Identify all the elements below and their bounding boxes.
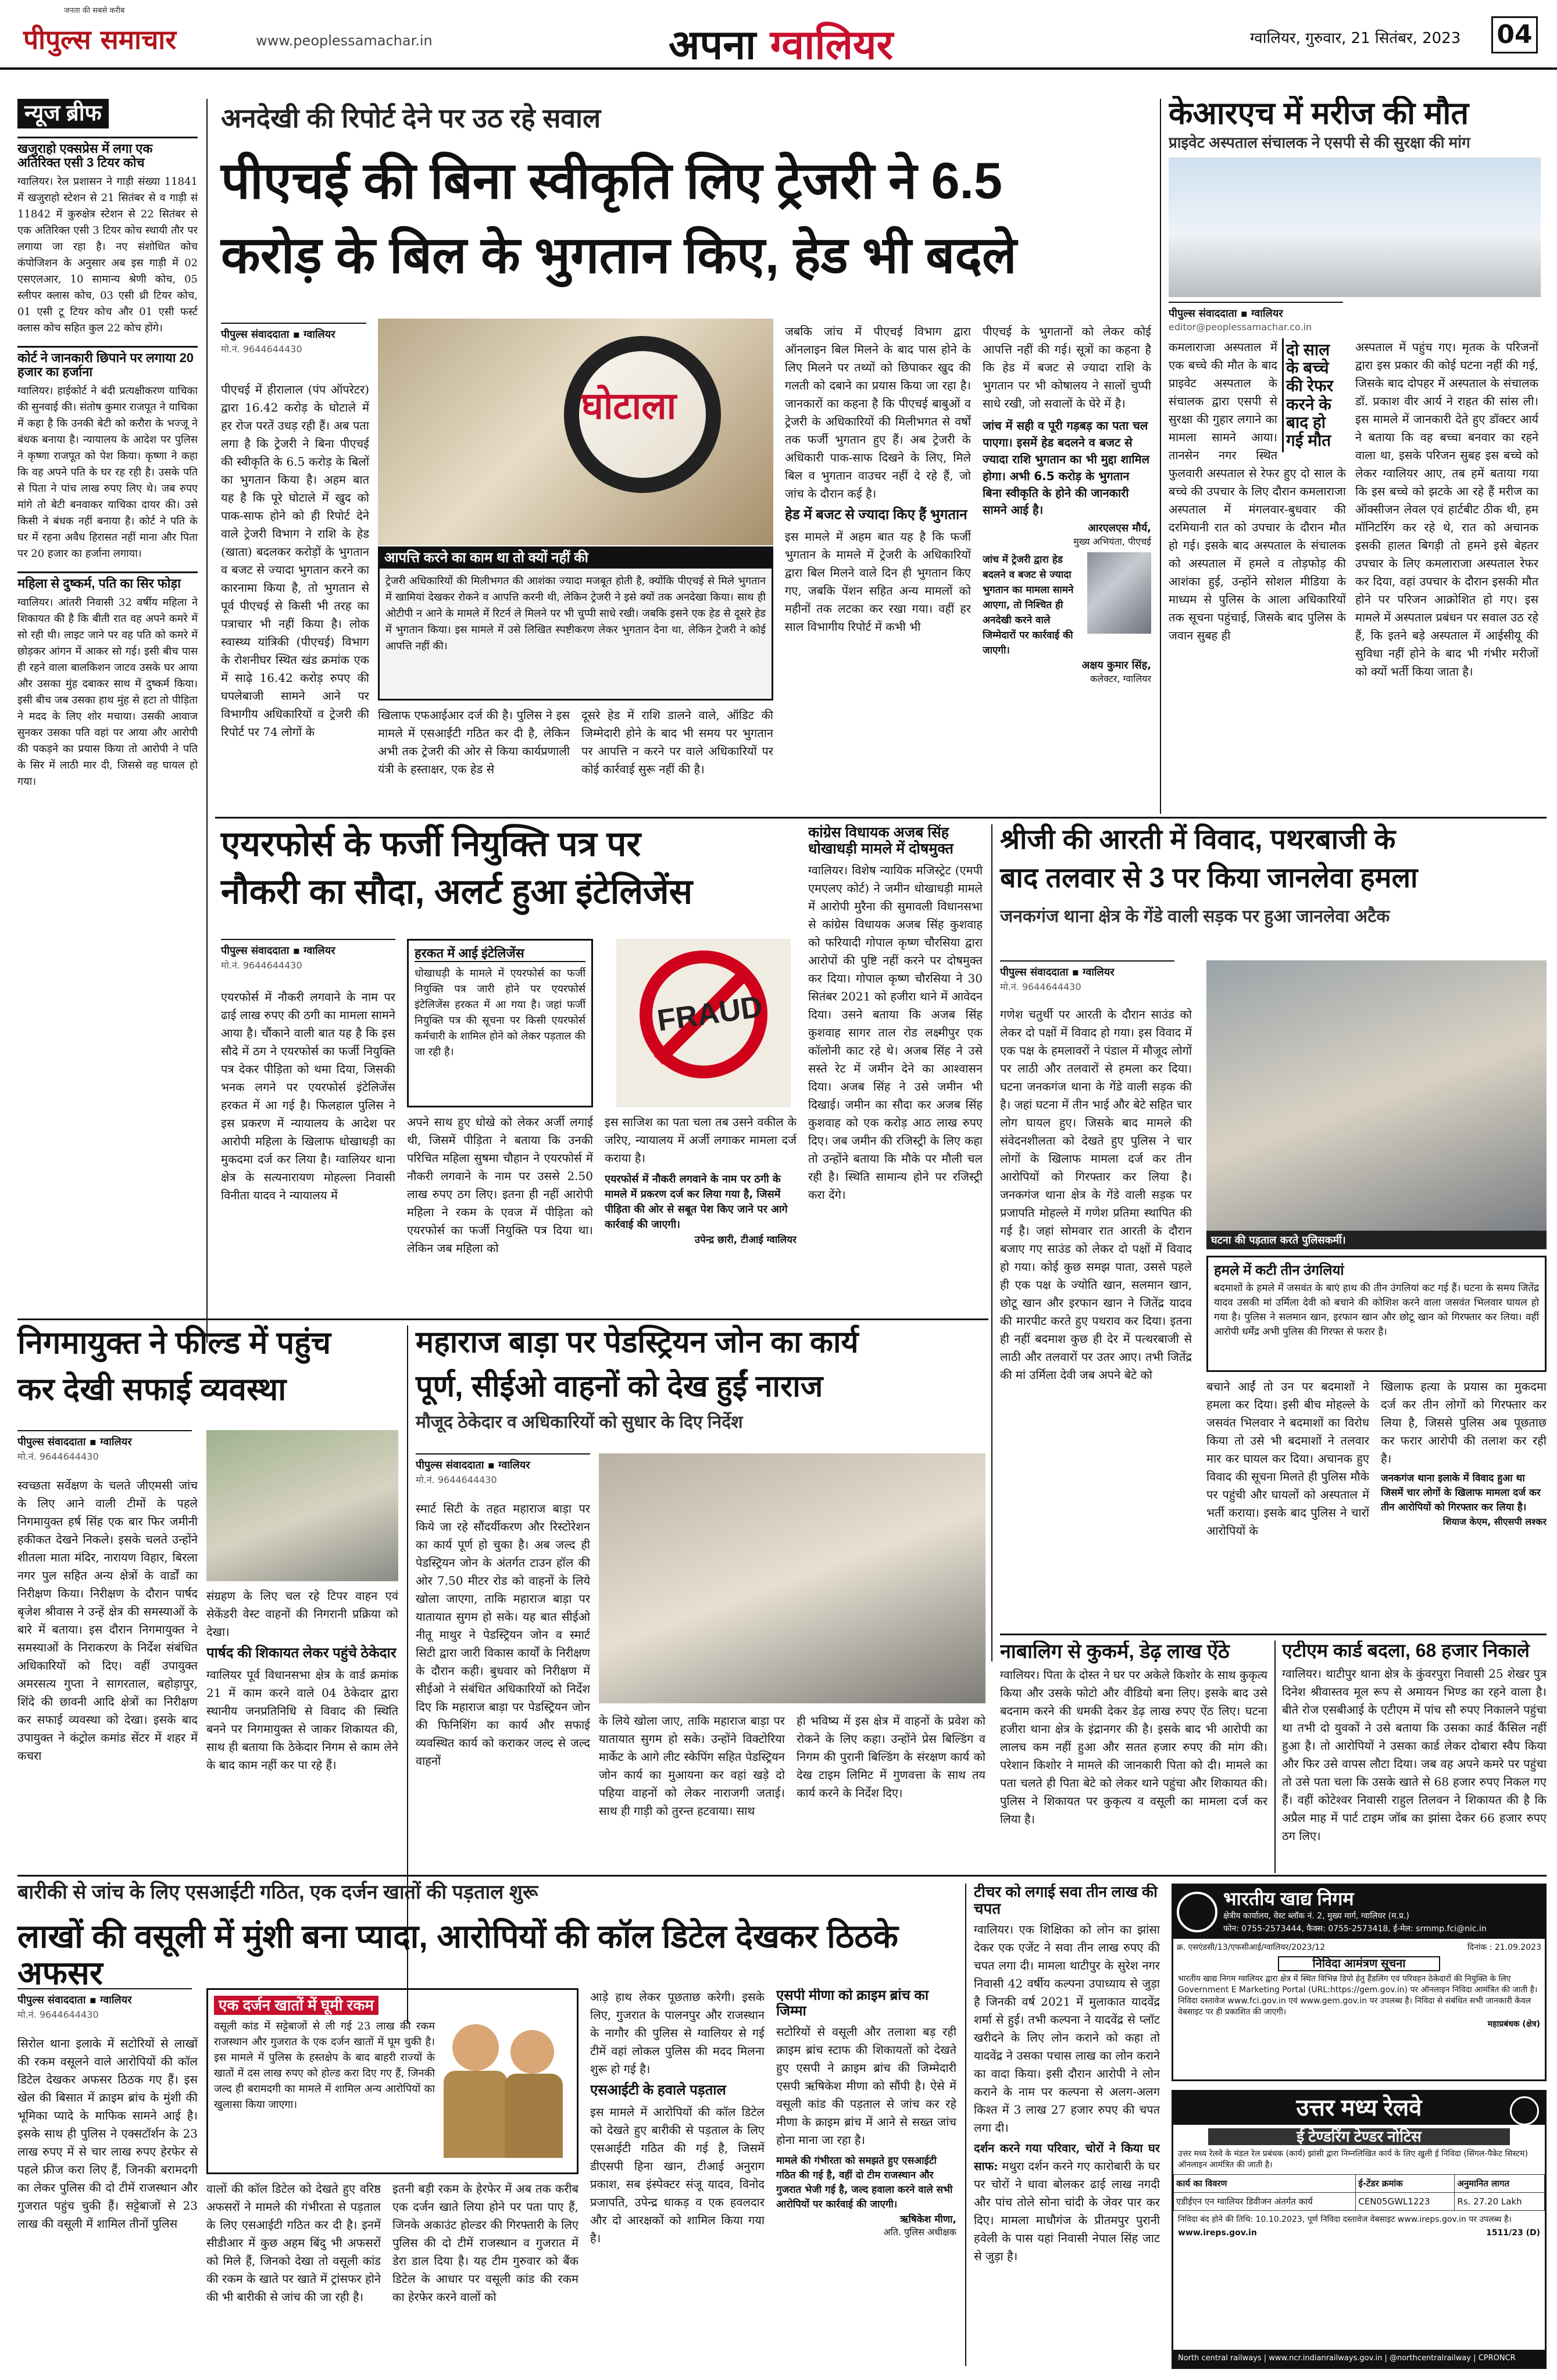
nigam-subhead: पार्षद की शिकायत लेकर पहुंचे ठेकेदार [206, 1645, 397, 1661]
maharaj-subheadline: मौजूद ठेकेदार व अधिकारियों को सुधार के दिए निर्देश [416, 1413, 743, 1432]
krh-subheadline: प्राइवेट अस्पताल संचालक ने एसपी से की सुरक्षा की मांग [1169, 134, 1470, 152]
airforce-inset-text: धोखाधड़ी के मामले में एयरफोर्स का फर्जी नियुक्ति पत्र जारी होने पर एयरफोर्स इंटेलिजेंस हरकत में आ गया है। जहां फर्जी नियुक्ति पत्र की सूचना पर किसी एयरफोर्स कर्मचारी के शामिल होने को लेकर पड़ताल की जा रही है। [415, 967, 585, 1058]
website-url[interactable]: www.peoplessamachar.in [256, 33, 433, 49]
nabalig-text: ग्वालियर। पिता के दोस्त ने घर पर अकेले किशोर के साथ कुकृत्य किया और उसके फोटो और वीडियो बना लिए। इसके बाद उसे बदनाम करने की धमकी देकर डेढ़ लाख रुपए ऐंठ लिए। घटना हजीरा थाना क्षेत्र के इंद्रानगर की है। इसके बाद भी आरोपी का लालच कम नहीं हुआ और सतत हजार रुपए की मांग की। परेशान किशोर ने मामले की जानकारी पिता को दी। मामले का पता चलते ही पिता बेटे को लेकर थाने पहुंचा और शिकायत की। पुलिस ने शिकायत पर कुकृत्य व वसूली का मामला दर्ज कर लिया है। [1000, 1668, 1267, 1827]
ceo-inspection-photo [599, 1453, 985, 1703]
brand-logo: जनता की सबसे करीब पीपुल्स समाचार [23, 21, 176, 57]
quote-official-2: जांच में ट्रेजरी द्वारा हेड बदलने व बजट से ज्यादा भुगतान का मामला सामने आएगा, तो निश्चित ही अनदेखी करने वाले जिम्मेदारों पर कार्रवाई की जाएगी। [983, 554, 1074, 656]
krh-email[interactable]: editor@peoplessamachar.co.in [1169, 321, 1312, 333]
teacher-headline: टीचर को लगाई सवा तीन लाख की चपत [974, 1884, 1158, 1918]
nigam-byline: पीपुल्स संवाददाता ▪ ग्वालियर मो.नं. 9644644430 [17, 1430, 192, 1463]
airforce-headline-line1: एयरफोर्स के फर्जी नियुक्ति पत्र पर [221, 824, 641, 863]
congress-story [808, 824, 983, 1313]
police-investigation-photo [1206, 960, 1547, 1231]
brief-1-headline: खजुराहो एक्सप्रेस में लगा एक अतिरिक्त एसी 3 टियर कोच [17, 137, 198, 170]
section-divider [17, 1318, 988, 1320]
nigam-col-1: स्वच्छता सर्वेक्षण के चलते जीएमसी जांच के लिए आने वाली टीमों के पहले निगमायुक्त हर्ष सिंह एक बार फिर जमीनी हकीकत देखने निकले। इसके चलते उन्होंने शीतला माता मंदिर, नारायण विहार, बिरला नगर पुल सहित अन्य क्षेत्रों के वार्डों का निरीक्षण किया। निरीक्षण के दौरान पार्षद बृजेश श्रीवास ने उन्हें क्षेत्र की समस्याओं के बारे में बताया। इस दौरान निगमायुक्त ने समस्याओं के निराकरण के निर्देश संबंधित अधिकारियों को दिए। वहीं उपायुक्त अमरसत्य गुप्ता ने सागरताल, बहोड़ापुर, शिंदे की छावनी आदि क्षेत्रों का निरीक्षण कर सफाई व्यवस्था को देखा। इसके बाद उपायुक्त ने कंट्रोल कमांड सेंटर में शहर में कचरा [17, 1478, 198, 1763]
fci-date: दिनांक : 21.09.2023 [1467, 1942, 1541, 1952]
airforce-col-1: एयरफोर्स में नौकरी लगवाने के नाम पर ढाई लाख रुपए की ठगी का मामला सामने आया है। चौंकाने वाली बात यह है कि इस सौदे में ठग ने एयरफोर्स का फर्जी नियुक्ति पत्र देकर पीड़िता को थमा दिया, जिसकी भनक लगने पर एयरफोर्स इंटेलिजेंस हरकत में आ गई है। फिलहाल पुलिस ने इस प्रकरण में न्यायालय के आदेश पर आरोपी महिला के खिलाफ धोखाधड़ी का मुकदमा दर्ज कर लिया है। ग्वालियर थाना क्षेत्र के सत्यनारायण मोहल्ला निवासी विनीता यादव ने न्यायालय में [221, 990, 395, 1202]
shriji-headline-line2: बाद तलवार से 3 पर किया जानलेवा हमला [1000, 863, 1418, 894]
nigam-headline-line1: निगमायुक्त ने फील्ड में पहुंच [17, 1325, 331, 1360]
congress-text: ग्वालियर। विशेष न्यायिक मजिस्ट्रेट (एमपी एमएलए कोर्ट) ने जमीन धोखाधड़ी मामले में आरोपी मुरैना की सुमावली विधानसभा से कांग्रेस विधायक अजब सिंह कुशवाह को फरियादी गोपाल कृष्ण चौरसिया द्वारा आरोपों की पुष्टि नहीं करने पर दोषमुक्त कर दिया। गोपाल कृष्ण चौरसिया ने 30 सितंबर 2021 को हजीरा थाने में आवेदन दिया। उसने बताया कि अजब सिंह कुशवाह सागर ताल रोड लक्ष्मीपुर एक कॉलोनी काट रहे थे। अजब सिंह ने उसे सस्ते रेट में जमीन देने का आश्वासन दिया। अजब सिंह ने उसे जमीन भी दिखाई। जमीन का सौदा कर अजब सिंह कुशवाह को एक करोड़ आठ लाख रुपए दिए। जब जमीन की रजिस्ट्री के लिए कहा तो उन्होंने बताया कि मौके पर मौली चल रही है। स्थिति सामान्य होने पर रजिस्ट्री करा देंगे। [808, 863, 983, 1202]
news-brief-title: न्यूज ब्रीफ [17, 99, 109, 128]
nigam-col-2: संग्रहण के लिए चल रहे टिपर वाहन एवं सेकेंडरी वेस्ट वाहनों की निगरानी प्रक्रिया को देखा। पार्षद की शिकायत लेकर पहुंचे ठेकेदार ग्वालियर पूर्व विधानसभा क्षेत्र के वार्ड क्रमांक 21 में काम करने वाले 04 ठेकेदार द्वारा स्थानीय जनप्रतिनिधि से विवाद की स्थिति बनने पर निगमायुक्त से जाकर शिकायत की, साथ ही बताया कि ठेकेदार निगम से काम लेने के बाद काम नहीं कर पा रहे हैं। [206, 1589, 398, 1772]
sit-inset-title: एक दर्जन खातों में घूमी रकम [214, 1996, 378, 2015]
congress-headline: कांग्रेस विधायक अजब सिंह धोखाधड़ी मामले में दोषमुक्त [808, 824, 954, 857]
airforce-col-2: अपने साथ हुए धोखे को लेकर अर्जी लगाई थी, जिसमें पीड़िता ने बताया कि उनकी परिचित महिला सुषमा चौहान ने एयरफोर्स में नौकरी लगवाने के नाम पर उससे 2.50 लाख रुपए ठग लिए। इतना ही नहीं आरोपी महिला ने रकम के एवज में पीड़िता को एयरफोर्स का फर्जी नियुक्ति पत्र दिया था। लेकिन जब महिला को [407, 1115, 593, 1255]
lead-col-2: खिलाफ एफआईआर दर्ज की है। पुलिस ने इस मामले में एसआईटी गठित कर दी है, लेकिन अभी तक ट्रेजरी की ओर से किया कार्यप्रणाली यंत्री के हस्ताक्षर, एक हेड से [378, 708, 570, 776]
shriji-quote: जनकगंज थाना इलाके में विवाद हुआ था जिसमें चार लोगों के खिलाफ मामला दर्ज कर तीन आरोपियों को गिरफ्तार कर लिया है। [1381, 1473, 1541, 1513]
lead-byline: पीपुल्स संवाददाता ▪ ग्वालियर मो.नं. 9644644430 [221, 323, 366, 355]
fci-notice-body: भारतीय खाद्य निगम ग्वालियर द्वारा क्षेत्र में स्थित विभिन्न डिपो हेतु हैंडलिंग एवं परिवहन ठेकेदारों की नियुक्ति के लिए Government E Marketing Portal (URL:https://gem.gov.in) पर ऑनलाइन निविदा आमंत्रित की जाती है। निविदा दस्तावेज www.fci.gov.in एवं www.gem.gov.in पर उपलब्ध है। निविदा से संबंधित सभी जानकारी केवल वेबसाइट पर ही प्रकाशित की जाएगी। [1178, 1974, 1538, 2017]
nabalig-headline: नाबालिग से कुकर्म, डेढ़ लाख ऐंठे [1000, 1641, 1230, 1663]
sit-subhead: एसआईटी के हवाले पड़ताल [590, 2082, 726, 2098]
page-number: 04 [1491, 16, 1538, 53]
lead-col-1: पीएचई में हीरालाल (पंप ऑपरेटर) द्वारा 16.42 करोड़ के घोटाले में हर रोज परतें उधड़ रही हैं। अब पता लगा है कि ट्रेजरी ने बिना पीएचई की स्वीकृति के 6.5 करोड़ के बिलों का भुगतान किया है। अहम बात यह है कि पूरे घोटाले में खुद को पाक-साफ होने को ही रिपोर्ट देने वाले ट्रेजरी विभाग ने राशि के हेड (खाता) बदलकर करोड़ों के भुगतान व बजट से ज्यादा भुगतान करने का कारनामा किया है, तो भुगतान से पूर्व पीएचई से किसी भी तरह का पत्राचार भी नहीं किया है। लोक स्वास्थ्य यांत्रिकी (पीएचई) विभाग के रोशनीघर स्थित खंड क्रमांक एक में साढ़े 16.42 करोड़ रुपए की घपलेबाजी सामने आने पर विभागीय अधिकारियों व ट्रेजरी की रिपोर्ट पर 74 लोगों के [221, 383, 369, 739]
lead-kicker: अनदेखी की रिपोर्ट देने पर उठ रहे सवाल [221, 103, 601, 133]
railway-tender-ad [1172, 2090, 1547, 2369]
lead-inset-text: ट्रेजरी अधिकारियों की मिलीभगत की आशंका ज्यादा मजबूत होती है, क्योंकि पीएचई से मिले भुगतान में खामियां देखकर रोकने व आपत्ति करनी थी, लेकिन ट्रेजरी ने इसे क्यों तक अनदेखा किया। साथ ही ओटीपी न आने के मामले में रिटर्न ले मिलने पर भी चुप्पी साधे रखी। जबकि इसने एक हेड से दूसरे हेड में भुगतान किया। इस मामले में उसे लिखित स्पष्टीकरण लेकर भुगतान देना था, लेकिन ट्रेजरी ने कोई आपत्ति नहीं की। [385, 574, 766, 652]
lead-col-5: पीएचई के भुगतानों को लेकर कोई आपत्ति नहीं की गई। सूत्रों का कहना है कि हेड में बजट से ज्यादा राशि के भुगतान पर भी कोषालय ने सालों चुप्पी साधे रखी, जो सवालों के घेरे में है। जांच में सही व पूरी गड़बड़ का पता चल पाएगा। इसमें हेड बदलने व बजट से ज्यादा राशि भुगतान का भी मुद्दा शामिल होगा। अभी 6.5 करोड़ के भुगतान बिना स्वीकृति के होने की जानकारी सामने आई है। आरएलएस मौर्य, मुख्य अभियंता, पीएचई जांच में ट्रेजरी द्वारा हेड बदलने व बजट से ज्यादा भुगतान का मामला सामने आएगा, तो निश्चित ही अनदेखी करने वाले जिम्मेदारों पर कार्रवाई की जाएगी। अक्षय कुमार सिंह, कलेक्टर, ग्वालियर [983, 324, 1151, 684]
krh-headline: केआरएच में मरीज की मौत [1169, 96, 1469, 131]
sit-col-1: सिरोल थाना इलाके में सटोरियों से लाखों की रकम वसूलने वाले आरोपियों की कॉल डिटेल देखकर अफसर ठिठक गए हैं। इस खेल की बिसात में क्राइम ब्रांच के मुंशी की भूमिका प्यादे के माफिक सामने आई है। इसके साथ ही पुलिस ने एक्सटॉर्शन के 23 लाख रुपए में से चार लाख रुपए हेरफेर से पहले फ्रीज करा लिए हैं, जिनकी बरामदगी का लेकर पुलिस की दो टीमें राजस्थान और गुजरात पहुंच चुकी हैं। सट्टेबाजों से 23 लाख की वसूली में शामिल तीनों पुलिस [17, 2036, 198, 2231]
maharaj-col-3: ही भविष्य में इस क्षेत्र में वाहनों के प्रवेश को रोकने के लिए कहा। उन्होंने प्रेस बिल्डिंग व निगम की पुरानी बिल्डिंग के संरक्षण कार्य को देख टाइम लिमिट में गुणवत्ता के साथ तय कार्य करने के निर्देश दिए। [797, 1714, 985, 1800]
sit-byline: पीपुल्स संवाददाता ▪ ग्वालियर मो.नं. 9644644430 [17, 1988, 192, 2021]
brief-3-text: ग्वालियर। आंतरी निवासी 32 वर्षीय महिला ने शिकायत की है कि बीती रात वह अपने कमरे में सो रही थी। लाइट जाने पर वह पति को कमरे में छोड़कर आंगन में आकर सो गई। इसी बीच पास ही रहने वाला बालकिशन जाटव उसके घर आया और उसका मुंह दबाकर साथ में दुष्कर्म किया। इसी बीच जब उसका हाथ मुंह से हटा तो पीड़िता ने मदद के लिए शोर मचाया। उसकी आवाज सुनकर उसका पति वहां पर आया और आरोपी की पकड़ने का प्रयास किया तो आरोपी ने पति के सिर में लाठी मार दी, जिससे वह घायल हो गया। [17, 596, 198, 788]
issue-date: ग्वालियर, गुरुवार, 21 सितंबर, 2023 [1250, 30, 1461, 47]
hospital-photo [1169, 158, 1541, 297]
section-divider [1000, 1634, 1547, 1635]
atm-headline: एटीएम कार्ड बदला, 68 हजार निकाले [1282, 1641, 1530, 1661]
lead-headline-line1: पीएचई की बिना स्वीकृति लिए ट्रेजरी ने 6.5 [221, 152, 1002, 209]
shriji-inset-title: हमले में कटी तीन उंगलियां [1214, 1263, 1344, 1278]
brief-3-headline: महिला से दुष्कर्म, पति का सिर फोड़ा [17, 571, 198, 591]
column-divider [1160, 99, 1161, 814]
news-brief-column [17, 99, 198, 1291]
column-divider [1274, 1641, 1276, 1873]
quote-2-designation: कलेक्टर, ग्वालियर [1090, 673, 1151, 684]
scam-illustration [378, 319, 773, 545]
column-divider [206, 99, 208, 1343]
photo-caption: घटना की पड़ताल करते पुलिसकर्मी। [1206, 1231, 1547, 1249]
railway-title: उत्तर मध्य रेलवे [1296, 2095, 1422, 2121]
brief-2-text: ग्वालियर। हाईकोर्ट ने बंदी प्रत्यक्षीकरण याचिका की सुनवाई की। संतोष कुमार राजपूत ने याचिका में कहा है कि उनकी बेटी को करौरा के भज्जू ने बंधक बनाया है। न्यायालय के आदेश पर पुलिस ने कृष्णा राजपूत को पेश किया। कृष्णा ने कहा कि वह अपने पति के घर रह रही है। उसके पति से पिता ने पांच लाख रुपए लिए थे। जब रुपए मांगे तो बेटी बनवाकर याचिका दायर की। उसे किसी ने बंधक नहीं बनाया है। कोर्ट ने पति के घर में रहना अवैध हिरासत नहीं माना और पिता पर 20 हजार का हर्जाना लगाया। [17, 385, 198, 560]
maharaj-col-2: के लिये खोला जाए, ताकि महाराज बाड़ा पर यातायात सुगम हो सके। उन्होंने विक्टोरिया मार्केट के आगे लीट स्केपिंग सहित पेडस्ट्रियन जोन कार्य का मुआयना कर वहां खड़े दो पहिया वाहनों को लेकर नाराजगी जताई। साथ ही गाड़ी को तुरन्त हटवाया। साथ [599, 1714, 785, 1818]
sit-quote-designation: अति. पुलिस अधीक्षक [883, 2226, 956, 2238]
railway-subtitle: ई टेण्डरिंग टेण्डर नोटिस [1208, 2128, 1510, 2145]
railway-footer-text: निविदा बंद होने की तिथि: 10.10.2023, पूर्ण निविदा दस्तावेज वेबसाइट www.ireps.gov.in पर उपलब्ध है। [1178, 2214, 1512, 2224]
krh-side-head: दो साल के बच्चे की रेफर करने के बाद हो गई मौत [1282, 338, 1346, 452]
nigam-headline-line2: कर देखी सफाई व्यवस्था [17, 1372, 287, 1407]
sit-inset-text: वसूली कांड में सट्टेबाजों से ली गई 23 लाख की रकम राजस्थान और गुजरात के एक दर्जन खातों में घूम चुकी है। इस मामले में पुलिस के हस्तक्षेप के बाद बाहरी राज्यों के खातों में दस लाख रुपए को होल्ड करा दिए गए हैं, जिनकी जल्द ही बरामदगी का मामले में शामिल अन्य आरोपियों का खुलासा किया जाएगा। [214, 2020, 435, 2111]
nabalig-story [1000, 1641, 1267, 1876]
maharaj-col-1: स्मार्ट सिटी के तहत महाराज बाड़ा पर किये जा रहे सौंदर्यीकरण और रिस्टोरेशन का कार्य पूर्ण हो चुका है। अब जल्द ही पेडस्ट्रियन जोन के अंतर्गत टाउन हॉल की ओर 7.50 मीटर रोड को वाहनों के लिये खोला जाएगा, ताकि महाराज बाड़ा पर यातायात सुगम हो सके। यह बात सीईओ नीतू माथुर ने पेडस्ट्रियन जोन व स्मार्ट सिटी द्वारा जारी विकास कार्यों के निरीक्षण के दौरान कही। बुधवार को निरीक्षण में सीईओ ने संबंधित अधिकारियों को निर्देश दिए कि महाराज बाड़ा पर पेडस्ट्रियन जोन की फिनिशिंग का कार्य और सफाई व्यवस्थित कार्य को कराकर जल्द से जल्द वाहनों [416, 1502, 590, 1768]
quote-official-1: जांच में सही व पूरी गड़बड़ का पता चल पाएगा। इसमें हेड बदलने व बजट से ज्यादा राशि भुगतान का भी मुद्दा शामिल होगा। अभी 6.5 करोड़ के भुगतान बिना स्वीकृति के होने की जानकारी सामने आई है। [983, 419, 1150, 517]
collector-photo [1087, 552, 1151, 634]
section-divider [17, 1875, 1547, 1877]
fci-signatory: महाप्रबंधक (क्षेत्र) [1487, 2020, 1540, 2029]
airforce-col-3: इस साजिश का पता चला तब उसने वकील के जरिए, न्यायालय में अर्जी लगाकर मामला दर्ज कराया है। एयरफोर्स में नौकरी लगवाने के नाम पर ठगी के मामले में प्रकरण दर्ज कर लिया गया है, जिसमें पीड़िता की ओर से सबूत पेश किए जाने पर आगे कार्रवाई की जाएगी। उपेन्द्र छारी, टीआई ग्वालियर [605, 1115, 797, 1246]
sit-inset-box [206, 1988, 578, 2174]
airforce-inset-box [407, 939, 593, 1107]
atm-story [1282, 1641, 1547, 1876]
column-divider [991, 824, 992, 1661]
shriji-headline-line1: श्रीजी की आरती में विवाद, पथरबाजी के [1000, 824, 1396, 855]
police-illustration [441, 2018, 569, 2164]
railway-social-bar: North central railways | www.ncr.indianrailways.gov.in | @northcentralrailway | CPRONCR [1173, 2350, 1545, 2367]
sit-col-4: आड़े हाथ लेकर पूछताछ करेगी। इसके लिए, गुजरात के पालनपुर और राजस्थान के नागौर की पुलिस से ग्वालियर से गई टीमें वहां लोकल पुलिस की मदद मिलना शुरू हो गई है। एसआईटी के हवाले पड़ताल इस मामले में आरोपियों की कॉल डिटेल को देखते हुए बारीकी से पड़ताल के लिए एसआईटी गठित की गई है, जिसमें डीएसपी हिना खान, टीआई अनुराग प्रकाश, सब इंस्पेक्टर संजू यादव, विनोद प्रजापति, उपेन्द्र धाकड़ व एक हवलदार और दो आरक्षकों को शामिल किया गया है। [590, 1990, 765, 2245]
fraud-graphic [616, 939, 791, 1107]
maharaj-headline-line1: महाराज बाड़ा पर पेडस्ट्रियन जोन का कार्य [416, 1325, 859, 1359]
railway-body: उत्तर मध्य रेलवे के मंडल रेल प्रबंधक (कार्य) झांसी द्वारा निम्नलिखित कार्य के लिए खुली ई निविदा (सिंगल-पैकेट सिस्टम) ऑनलाइन आमंत्रित की जाती है। [1178, 2149, 1528, 2170]
column-divider [965, 1884, 966, 2366]
section-divider [215, 817, 1547, 819]
brief-2-headline: कोर्ट ने जानकारी छिपाने पर लगाया 20 हजार का हर्जाना [17, 346, 198, 380]
lead-col-4: जबकि जांच में पीएचई विभाग द्वारा ऑनलाइन बिल मिलने के बाद पास होने के लिए मिलने पर तथ्यों को छिपाकर खुद की गलती को दबाने का प्रयास किया जा रहा है। जानकारों का कहना है कि पीएचई बाबुओं व ट्रेजरी के अधिकारियों की मिलीभगत से वर्षों तक फर्जी भुगतान हुए हैं। अब ट्रेजरी के अधिकारी पाक-साफ दिखने के लिए, मिले बिल व भुगतान वाउचर नहीं दे रहे हैं, जो जांच के दौरान कई है। हेड में बजट से ज्यादा किए हैं भुगतान इस मामले में अहम बात यह है कि फर्जी भुगतान के मामले में ट्रेजरी के अधिकारियों द्वारा बिल मिलने वाले दिन ही भुगतान किए गए, जबकि पेंशन सहित अन्य मामलों को महीनों तक लटका कर रखा गया। वहीं हर साल विभागीय रिपोर्ट में कभी भी [785, 324, 971, 634]
krh-byline: पीपुल्स संवाददाता ▪ ग्वालियर editor@peoplessamachar.co.in [1169, 302, 1343, 333]
airforce-quote: एयरफोर्स में नौकरी लगवाने के नाम पर ठगी के मामले में प्रकरण दर्ज कर लिया गया है, जिसमें पीड़िता की ओर से सबूत पेश किए जाने पर आगे कार्रवाई की जाएगी। [605, 1173, 788, 1231]
railway-code: 1511/23 (D) [1486, 2228, 1540, 2238]
fci-title: भारतीय खाद्य निगम [1223, 1888, 1354, 1909]
fraud-stamp: FRAUD [655, 989, 765, 1038]
masthead [0, 0, 1557, 70]
fci-logo-icon [1177, 1892, 1217, 1932]
atm-text: ग्वालियर। थाटीपुर थाना क्षेत्र के कुंवरपुरा निवासी 25 शेखर पुत्र दिनेश श्रीवास्तव मूल रूप से अमायन भिण्ड का रहने वाला है। बीते रोज एसबीआई के एटीएम में पांच सौ रुपए निकालने पहुंचा था तभी दो युवकों ने उसे बताया कि उसका कार्ड कैंसिल नहीं हुआ है। तो आरोपियों ने उसका कार्ड लेकर दोबारा स्वैप किया और फिर उसे वापस लौटा दिया। जब वह अपने कमरे पर पहुंचा तो उसे पता चला कि उसके खाते से 68 हजार रुपए निकल गए हैं। वहीं कोटेश्वर निवासी राहुल तिलवन ने शिकायत की है कि अप्रैल माह में पार्ट टाइम जॉब का झांसा देकर 66 हजार रुपए ठग लिए। [1282, 1666, 1547, 1843]
sit-headline: लाखों की वसूली में मुंशी बना प्यादा, आरोपियों की कॉल डिटेल देखकर ठिठके अफसर [17, 1918, 898, 1991]
fci-ref: क्र. एसएंडसी/13/एफसीआई/ग्वालियर/2023/12 [1177, 1942, 1326, 1952]
krh-story [1169, 96, 1541, 817]
lead-col-3: दूसरे हेड में राशि डालने वाले, ऑडिट की जिम्मेदारी होने के बाद भी समय पर भुगतान पर आपत्ति न करने पर वाले अधिकारियों पर कोई कार्रवाई सुरू नहीं की है। [581, 708, 773, 776]
brand-tagline: जनता की सबसे करीब [64, 6, 125, 15]
fci-tender-ad [1172, 1884, 1547, 2081]
lead-inset-box [378, 546, 773, 701]
quote-2-name: अक्षय कुमार सिंह, [1081, 659, 1151, 671]
section-title: अपना ग्वालियर [669, 21, 894, 69]
railway-tender-table: कार्य का विवरण ई-टेंडर क्रमांक अनुमानित लागत एडीईएन एन ग्वालियर डिवीजन अंतर्गत कार्य CEN05GWL1223 Rs. 27.20 Lakh [1173, 2174, 1545, 2211]
sit-col-5: एसपी मीणा को क्राइम ब्रांच का जिम्मा सटोरियों से वसूली और तलाशा बड़ रही क्राइम ब्रांच स्टाफ की शिकायतों को देखते हुए एसपी ने क्राइम ब्रांच की जिम्मेदारी एसपी ऋषिकेश मीणा को सौंपी है। ऐसे में वसूली कांड की पड़ताल से जांच कर रहे मीणा के क्राइम ब्रांच में आने से सख्त जांच होना माना जा रहा है। मामले की गंभीरता को समझते हुए एसआईटी गठित की गई है, वहीं दो टीम राजस्थान और गुजरात भेजी गई है, जल्द हवाला करने वाले सभी आरोपियों पर कार्रवाई की जाएगी। ऋषिकेश मीणा, अति. पुलिस अधीक्षक [776, 1988, 956, 2238]
shriji-col-3: खिलाफ हत्या के प्रयास का मुकदमा दर्ज कर तीन लोगों को गिरफ्तार कर लिया है, जिससे पुलिस अब पूछताछ कर फरार आरोपी की तलाश कर रही है। जनकगंज थाना इलाके में विवाद हुआ था जिसमें चार लोगों के खिलाफ मामला दर्ज कर तीन आरोपियों को गिरफ्तार कर लिया है। शियाज केएम, सीएसपी लश्कर [1381, 1380, 1547, 1527]
sit-quote: मामले की गंभीरता को समझते हुए एसआईटी गठित की गई है, वहीं दो टीम राजस्थान और गुजरात भेजी गई है, जल्द हवाला करने वाले सभी आरोपियों पर कार्रवाई की जाएगी। [776, 2154, 953, 2210]
shriji-quote-name: शियाज केएम, सीएसपी लश्कर [1442, 1516, 1547, 1527]
krh-col-1: कमलाराजा अस्पताल में एक बच्चे की मौत के बाद प्राइवेट अस्पताल के संचालक द्वारा एसपी से सुरक्षा की गुहार लगाने का मामला सामने आया। तानसेन नगर स्थित फुलवारी अस्पताल से रेफर हुए दो साल के बच्चे की उपचार के लिए दौरान कमलाराजा अस्पताल में मंगलवार-बुधवार की दरमियानी रात को उपचार के दौरान मौत हो गई। इसके बाद अस्पताल के संचालक को अस्पताल में हमले व तोड़फोड़ की आशंका हुई, उन्होंने सोशल मीडिया के माध्यम से पुलिस के आला अधिकारियों तक सूचना पहुंचाई, जिसके बाद पुलिस के जवान सुबह ही [1169, 340, 1346, 642]
teacher-text: ग्वालियर। एक शिक्षिका को लोन का झांसा देकर एक एजेंट ने सवा तीन लाख रुपए की चपत लगा दी। मामला थाटीपुर के सुरेश नगर निवासी 42 वर्षीय कल्पना उपाध्याय से जुड़ा है जिनकी वर्ष 2021 में मुलाकात यादवेंद्र शर्मा से हुई। तभी कल्पना ने यादवेंद्र से प्लॉट खरीदने के लिए लोन कराने को कहा तो यादवेंद्र ने उसका पचास लाख का लोन कराने का वादा किया। इसी दौरान आरोपी ने लोन कराने के नाम पर कल्पना से अलग-अलग किश्त में 3 लाख 27 हजार रुपए की चपत लगा दी। [974, 1922, 1160, 2135]
railway-website[interactable]: www.ireps.gov.in [1178, 2228, 1257, 2238]
shriji-inset-text: बदमाशों के हमले में जसवंत के बाएं हाथ की तीन उंगलियां कट गई हैं। घटना के समय जितेंद्र यादव उसकी मां उर्मिला देवी को बचाने की कोशिश करने वाला जसवंत भिलवार घायल हो गया है। पुलिस ने सलमान खान, इरफान खान और छोटू खान को गिरफ्तार कर लिया। वहीं आरोपी धर्मेंद्र अभी पुलिस की गिरफ्त से फरार है। [1214, 1282, 1539, 1338]
shriji-col-1: गणेश चतुर्थी पर आरती के दौरान साउंड को लेकर दो पक्षों में विवाद हो गया। इस विवाद में एक पक्ष के हमलावरों ने पंडाल में मौजूद लोगों पर लाठी और तलवारों से हमला कर दिया। घटना जनकगंज थाना के गेंडे वाली सड़क की है। जहां घटना में तीन भाई और बेटे सहित चार लोग घायल हुए। जिसके बाद मामले की संवेदनशीलता को देखते हुए पुलिस ने चार लोगों के खिलाफ मामला दर्ज कर तीन आरोपियों को गिरफ्तार कर लिया है। जनकगंज थाना क्षेत्र के गेंडे वाली सड़क पर प्रजापति मोहल्ले में गणेश प्रतिमा स्थापित की गई है। जहां सोमवार रात आरती के दौरान बजाए गए साउंड को लेकर दो पक्षों में विवाद हो गया। कोई कुछ समझ पाता, उससे पहले ही एक पक्ष के ज्योति खान, सलमान खान, छोटू खान और इरफान खान ने जितेंद्र यादव की मारपीट करते हुए पथराव कर दिया। इतना ही नहीं बदमाश कुछ ही देर में पत्थरबाजी से लाठी और तलवारों पर उतर आए। तभी जितेंद्र की मां उर्मिला देवी जब अपने बेटे को [1000, 1007, 1192, 1382]
brief-1-text: ग्वालियर। रेल प्रशासन ने गाड़ी संख्या 11841 में खजुराहो स्टेशन से 21 सितंबर से व गाड़ी सं 11842 में कुरुक्षेत्र स्टेशन से 22 सितंबर से एक अतिरिक्त एसी 3 टियर कोच स्थायी तौर पर लगाया जा रहा है। नए संशोधित कोच कंपोजिशन के अनुसार अब इस गाड़ी में 02 एसएलआर, 10 सामान्य श्रेणी कोच, 05 स्लीपर क्लास कोच, 03 एसी थ्री टियर कोच, 01 एसी टू टियर कोच और 01 एसी फर्स्ट क्लास कोच सहित कुल 22 कोच होंगे। [17, 175, 198, 334]
krh-col-2: अस्पताल में पहुंच गए। मृतक के परिजनों द्वारा इस प्रकार की कोई घटना नहीं की गई, जिसके बाद दोपहर में अस्पताल के संचालक डॉ. प्रकाश वीर आर्य ने राहत की सांस ली। इस मामले में जानकारी देते हुए डॉक्टर आर्य ने बताया कि वह बच्चा बनवार का रहने वाला था, इसके परिजन सुबह इस बच्चे को लेकर ग्वालियर आए, तब हमें बताया गया कि इस बच्चे को झटके आ रहे हैं मरीज का ऑक्सीजन लेवल एवं हार्टबीट ठीक थी, हम मॉनिटरिंग कर रहे थे, रात को अचानक इसकी हालत बिगड़ी तो हमने इसे बेहतर उपचार के लिए कमलाराजा अस्पताल रेफर कर दिया, वहां उपचार के दौरान इसकी मौत होने पर परिजन आक्रोशित हो गए। इस मामले में अस्पताल प्रबंधन पर सवाल उठ रहे हैं, कि इतने बड़े अस्पताल में आईसीयू की सुविधा नहीं होने के बाद भी गंभीर मरीजों को क्यों भर्ती किया जाता है। [1355, 340, 1538, 678]
fci-address: क्षेत्रीय कार्यालय, वेस्ट ब्लॉक नं. 2, मुख्य मार्ग, ग्वालियर (म.प्र.) [1223, 1911, 1409, 1921]
sit-col-2: वालों की कॉल डिटेल को देखते हुए वरिष्ठ अफसरों ने मामले की गंभीरता से पड़ताल के लिए एसआईटी गठित कर दी है। इनमें सीडीआर में कुछ अहम बिंदु भी अफसरों को मिले हैं, जिनको देखा तो वसूली कांड की रकम के खाते पर खाते में ट्रांसफर होने की भी बारीकी से जांच की जा रही है। [206, 2182, 381, 2304]
g20-logo-icon [1510, 2096, 1539, 2125]
scam-stamp: घोटाला [581, 385, 677, 427]
shriji-subheadline: जनकगंज थाना क्षेत्र के गेंडे वाली सड़क पर हुआ जानलेवा अटैक [1000, 907, 1390, 926]
sit-box2-title: एसपी मीणा को क्राइम ब्रांच का जिम्मा [776, 1988, 929, 2019]
fci-notice-title: निविदा आमंत्रण सूचना [1278, 1956, 1440, 1971]
teacher-story: टीचर को लगाई सवा तीन लाख की चपत ग्वालियर। एक शिक्षिका को लोन का झांसा देकर एक एजेंट ने सवा तीन लाख रुपए की चपत लगा दी। मामला थाटीपुर के सुरेश नगर निवासी 42 वर्षीय कल्पना उपाध्याय से जुड़ा है जिनकी वर्ष 2021 में मुलाकात यादवेंद्र शर्मा से हुई। तभी कल्पना ने यादवेंद्र से प्लॉट खरीदने के लिए लोन कराने को कहा तो यादवेंद्र ने उसका पचास लाख का लोन कराने का वादा किया। इसी दौरान आरोपी ने लोन कराने के नाम पर कल्पना से अलग-अलग किश्त में 3 लाख 27 हजार रुपए की चपत लगा दी। दर्शन करने गया परिवार, चोरों ने किया घर साफ: मथुरा दर्शन करने गए कारोबारी के घर पर चोरों ने धावा बोलकर ढाई लाख नगदी और पांच तोले सोना चांदी के जेवर पार कर दिए। मामला माधौगंज के प्रीतमपुर पुरानी हवेली के पास यहां निवासी नेपाल सिंह जाट से जुड़ा है। [974, 1884, 1160, 2264]
sit-col-3: इतनी बड़ी रकम के हेरफेर में अब तक करीब एक दर्जन खाते लिया होने पर पता पाए हैं, जिनके अकाउंट होल्डर की गिरफ्तारी के लिए पुलिस की दो टीमें राजस्थान व गुजरात में डेरा डाल दिया है। यह टीम गुरुवार को बैंक डिटेल के आधार पर वसूली कांड की रकम का हेरफेर करने वालों को [392, 2182, 578, 2304]
sit-quote-name: ऋषिकेश मीणा, [900, 2213, 956, 2225]
quote-1-designation: मुख्य अभियंता, पीएचई [1073, 536, 1151, 547]
commissioner-inspection-photo [206, 1430, 398, 1581]
fci-contact: फोन: 0755-2573444, फैक्स: 0755-2573418, ई-मेल: srmmp.fci@nic.in [1223, 1924, 1487, 1934]
airforce-inset-title: हरकत में आई इंटेलिजेंस [415, 946, 585, 962]
airforce-headline-line2: नौकरी का सौदा, अलर्ट हुआ इंटेलिजेंस [221, 872, 693, 911]
teacher-subhead: दर्शन करने गया परिवार, चोरों ने किया घर साफ: [974, 2141, 1160, 2174]
shriji-byline: पीपुल्स संवाददाता ▪ ग्वालियर मो.नं. 9644644430 [1000, 960, 1174, 993]
shriji-col-2: बचाने आईं तो उन पर बदमाशों ने हमला कर दिया। इसी बीच मोहल्ले के जसवंत भिलवार ने बदमाशों का विरोध किया तो उसे भी बदमाशों ने तलवार मार कर घायल कर दिया। अचानक हुए विवाद की सूचना मिलते ही पुलिस मौके पर पहुंची और घायलों को अस्पताल में भर्ती कराया। इसके बाद पुलिस ने चारों आरोपियों के [1206, 1380, 1369, 1538]
maharaj-headline-line2: पूर्ण, सीईओ वाहनों को देख हुईं नाराज [416, 1370, 823, 1403]
airforce-byline: पीपुल्स संवाददाता ▪ ग्वालियर मो.नं. 9644644430 [221, 939, 395, 971]
sit-kicker: बारीकी से जांच के लिए एसआईटी गठित, एक दर्जन खातों की पड़ताल शुरू [17, 1881, 538, 1903]
airforce-quote-name: उपेन्द्र छारी, टीआई ग्वालियर [694, 1234, 797, 1246]
lead-inset-title: आपत्ति करने का काम था तो क्यों नहीं की [380, 548, 772, 569]
quote-1-name: आरएलएस मौर्य, [1087, 522, 1151, 534]
shriji-inset-box [1206, 1256, 1547, 1372]
lead-subhead: हेड में बजट से ज्यादा किए हैं भुगतान [785, 507, 967, 523]
maharaj-byline: पीपुल्स संवाददाता ▪ ग्वालियर मो.नं. 9644644430 [416, 1453, 590, 1486]
lead-headline-line2: करोड़ के बिल के भुगतान किए, हेड भी बदले [221, 226, 1017, 284]
